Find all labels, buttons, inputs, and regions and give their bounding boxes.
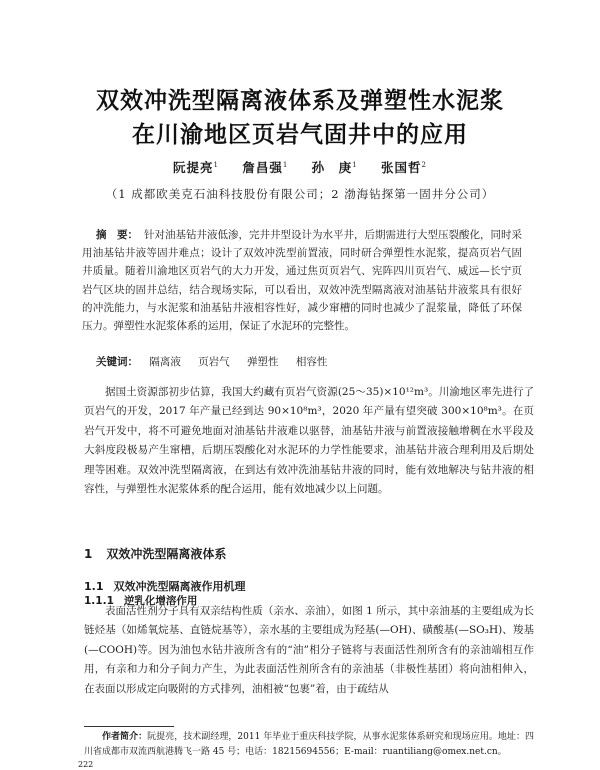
affiliation: （1 成都欧美克石油科技股份有限公司；2 渤海钻探第一固井分公司）: [105, 187, 495, 201]
author: 詹昌强$^1$: [242, 160, 289, 175]
section-title: 逆乳化增溶作用: [123, 595, 198, 607]
page-number: 222: [78, 760, 94, 769]
section-number: 1.1: [84, 580, 104, 593]
keyword: 相容性: [295, 356, 328, 368]
section-number: 1.1.1: [84, 595, 114, 607]
keyword: 弹塑性: [247, 356, 279, 368]
keyword: 隔离液: [149, 356, 181, 368]
author: 孙 庚$^1$: [311, 160, 358, 175]
abstract: [82, 226, 522, 335]
author-footnote: [84, 730, 534, 760]
author-list: [0, 158, 600, 176]
paper-title-line-1: 双效冲洗型隔离液体系及弹塑性水泥浆: [96, 88, 504, 114]
keywords-label: 关键词：: [96, 356, 138, 368]
section-paragraph: 表面活性剂分子具有双亲结构性质（亲水、亲油），如图 1 所示，其中亲油基的主要组成为长链烃基（如烯氧烷基、直链烷基等），亲水基的主要组成为羟基(—OH)、磺酸基(—SO₃H)、羧基(—COOH)等。因为油包水钻井液所含有的“油”相分子链将与表面活性剂所含有的亲油端相互作用，有亲和力和分子间力产生，为此表面活性剂所含有的亲油基（非极性基团）将向油相伸入，在表面以形成定向吸附的方式排列，油相被“包裹”着，由于疏结从: [84, 605, 534, 695]
section-heading-1: [84, 545, 226, 562]
section-heading-1-1: [84, 578, 246, 594]
keywords: [96, 354, 526, 369]
keyword: 页岩气: [198, 356, 230, 368]
footnote-text: 阮提亮，技术副经理，2011 年毕业于重庆科技学院，从事水泥浆体系研究和现场应用。地址：四川省成都市双流西航港腾飞一路 45 号；电话：18215694556；E-mail：ruantiliang@omex.net.cn。: [84, 732, 534, 757]
footnote-divider: [84, 726, 174, 727]
author: 张国哲$^2$: [381, 160, 427, 175]
abstract-label: 摘 要：: [96, 229, 138, 241]
abstract-text: 针对油基钻井液低渗，完井井型设计为水平井，后期需进行大型压裂酸化，同时采用油基钻井液等固井难点；设计了双效冲洗型前置液，同时研合弹塑性水泥浆，提高页岩气固井质量。随着川渝地区页岩气的大力开发，通过焦页页岩气、宪阵四川页岩气、威远—长宁页岩气区块的固井总结，结合现场实际，可以看出，双效冲洗型隔离液对油基钻井液浆具有很好的冲洗能力，与水泥浆和油基钻井液相容性好，减少窜槽的同时也减少了混浆量，降低了环保压力。弹塑性水泥浆体系的运用，保证了水泥环的完整性。: [82, 229, 522, 333]
author: 阮提亮$^1$: [172, 160, 219, 175]
paper-title-line-2: 在川渝地区页岩气固井中的应用: [132, 122, 468, 148]
section-title: 双效冲洗型隔离液作用机理: [113, 580, 246, 593]
section-title: 双效冲洗型隔离液体系: [106, 547, 227, 561]
footnote-label: 作者简介：: [102, 732, 148, 742]
section-number: 1: [84, 547, 93, 561]
intro-paragraph: 据国土资源部初步估算，我国大约藏有页岩气资源(25～35)×10¹²m³。川渝地区率先进行了页岩气的开发，2017 年产量已经到达 90×10⁸m³，2020 年产量有望突破 300×10⁸m³。在页岩气开发中，将不可避免地面对油基钻井液难以驱替，油基钻井液与前置液接触增稠在水平段及大斜度段极易产生窜槽，后期压裂酸化对水泥环的力学性能要求，油基钻井液合理利用及后期处理等困难。双效冲洗型隔离液，在到达有效冲洗油基钻井液的同时，能有效地解决与钻井液的相容性，与弹塑性水泥浆体系的配合运用，能有效地减少以上问题。: [84, 386, 534, 496]
